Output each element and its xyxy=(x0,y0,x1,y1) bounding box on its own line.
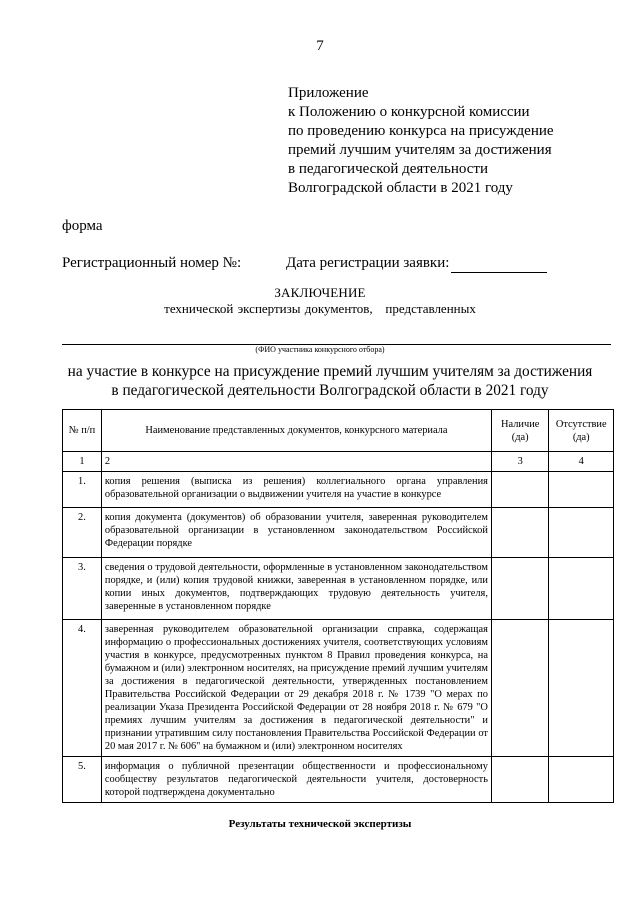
table-row xyxy=(63,757,614,803)
row-document-text: копия решения (выписка из решения) коллегиального органа управления образовательной организации о выдвижении учителя на участие в конкурсе xyxy=(101,472,491,508)
annex-line: премий лучшим учителям за достижения xyxy=(288,142,552,158)
registration-number-label: Регистрационный номер №: xyxy=(62,255,242,271)
fio-caption: (ФИО участника конкурсного отбора) xyxy=(255,345,385,354)
column-number-row xyxy=(63,452,614,472)
absent-cell[interactable] xyxy=(549,620,614,757)
competition-heading xyxy=(60,362,600,400)
documents-table xyxy=(62,409,614,803)
page-number: 7 xyxy=(316,38,324,54)
absent-cell[interactable] xyxy=(549,558,614,620)
present-cell[interactable] xyxy=(491,508,549,558)
header-absent: Отсутствие (да) xyxy=(549,410,614,452)
col-number: 4 xyxy=(549,452,614,472)
present-cell[interactable] xyxy=(491,472,549,508)
registration-date xyxy=(286,255,547,273)
annex-line: в педагогической деятельности xyxy=(288,161,488,177)
absent-cell[interactable] xyxy=(549,472,614,508)
annex-line: по проведению конкурса на присуждение xyxy=(288,123,554,139)
row-number: 2. xyxy=(63,508,102,558)
col-number: 1 xyxy=(63,452,102,472)
present-cell[interactable] xyxy=(491,757,549,803)
header-present: Наличие (да) xyxy=(491,410,549,452)
table-row xyxy=(63,620,614,757)
header-num: № п/п xyxy=(63,410,102,452)
conclusion-title: ЗАКЛЮЧЕНИЕ xyxy=(274,285,366,300)
col-number: 2 xyxy=(101,452,491,472)
row-document-text: копия документа (документов) об образовании учителя, заверенная руководителем образовательной организации в установленном законодательством Российской Федерации порядке xyxy=(101,508,491,558)
table-row xyxy=(63,558,614,620)
registration-date-field[interactable] xyxy=(451,255,547,273)
table-row xyxy=(63,472,614,508)
registration-date-label: Дата регистрации заявки: xyxy=(286,255,450,271)
col-number: 3 xyxy=(491,452,549,472)
annex-line: Волгоградской области в 2021 году xyxy=(288,180,513,196)
row-document-text: сведения о трудовой деятельности, оформленные в установленном законодательством порядке, и (или) копия трудовой книжки, заверенная в установленном порядке, или копии иных документов, подтверждающих трудовую деятельность учителя, заверенные в установленном порядке xyxy=(101,558,491,620)
row-number: 3. xyxy=(63,558,102,620)
table-row xyxy=(63,508,614,558)
table-header-row xyxy=(63,410,614,452)
results-title: Результаты технической экспертизы xyxy=(228,818,412,830)
row-number: 1. xyxy=(63,472,102,508)
conclusion-subtitle: технической экспертизы документов, представленных xyxy=(164,301,476,316)
row-document-text: заверенная руководителем образовательной организации справка, содержащая информацию о профессиональных достижениях учителя, соответствующих условиям участия в конкурсе, предусмотренных пунктом 8 Правил проведения конкурса, на бумажном и (или) электронном носителях, на присуждение премий лучшим учителям за достижения в педагогической деятельности, утвержденных постановлением Правительства Российской Федерации от 29 декабря 2018 г. № 1739 "О мерах по реализации Указа Президента Российской Федерации от 28 ноября 2018 г. № 679 "О премиях лучшим учителям за достижения в педагогической деятельности" и признании утратившим силу постановления Правительства Российской Федерации от 20 мая 2017 г. № 606" на бумажном и (или) электронном носителях xyxy=(101,620,491,757)
absent-cell[interactable] xyxy=(549,508,614,558)
heading-line: на участие в конкурсе на присуждение премий лучшим учителям за достижения xyxy=(67,363,593,380)
row-number: 4. xyxy=(63,620,102,757)
present-cell[interactable] xyxy=(491,620,549,757)
annex-block xyxy=(288,84,554,198)
row-document-text: информация о публичной презентации общественности и профессиональному сообществу результатов педагогической деятельности учителя, достоверность которой подтверждена документально xyxy=(101,757,491,803)
row-number: 5. xyxy=(63,757,102,803)
heading-line: в педагогической деятельности Волгоградской области в 2021 году xyxy=(111,382,549,399)
annex-line: Приложение xyxy=(288,85,369,101)
present-cell[interactable] xyxy=(491,558,549,620)
header-name: Наименование представленных документов, конкурсного материала xyxy=(101,410,491,452)
form-label: форма xyxy=(62,218,103,234)
absent-cell[interactable] xyxy=(549,757,614,803)
annex-line: к Положению о конкурсной комиссии xyxy=(288,104,530,120)
